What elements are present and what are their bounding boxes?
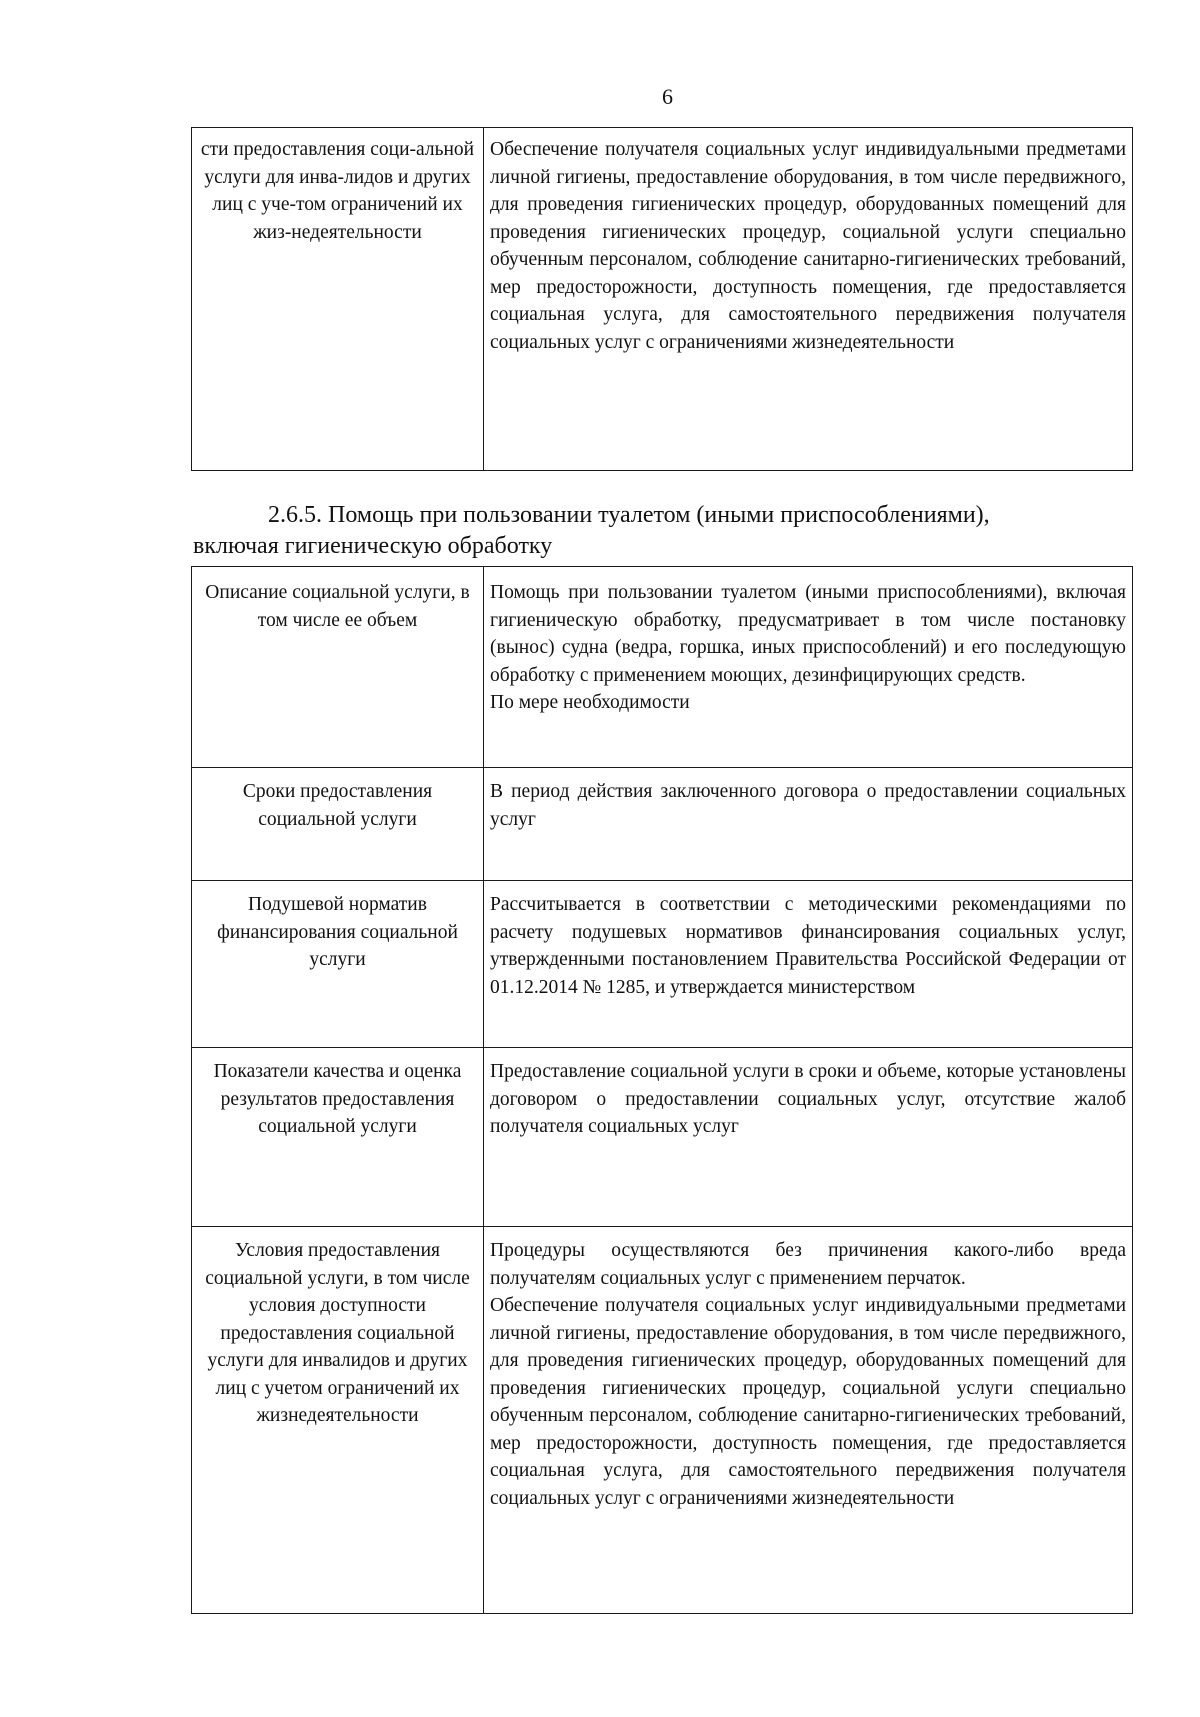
section-heading — [193, 500, 1123, 562]
row-label-conditions-continued: сти предоставления соци-альной услуги для инва-лидов и других лиц с уче-том ограничений их жиз-недеятельности — [192, 128, 484, 471]
section-heading-line1: 2.6.5. Помощь при пользовании туалетом (иными приспособлениями), — [268, 502, 990, 528]
page-number: 6 — [662, 84, 673, 109]
row-label-description: Описание социальной услуги, в том числе ее объем — [192, 567, 484, 768]
conditions-text-gloves: Процедуры осуществляются без причинения какого-либо вреда получателям социальных услуг с применением перчаток. — [490, 1240, 1126, 1289]
description-text: Помощь при пользовании туалетом (иными приспособлениями), включая гигиеническую обработку, предусматривает в том числе постановку (вынос) судна (ведра, горшка, иных приспособлений) и его последующую обработку с применением моющих, дезинфицирующих средств. — [490, 582, 1126, 686]
table-row — [192, 768, 1133, 881]
row-text-conditions — [484, 1227, 1133, 1614]
row-label-norm: Подушевой норматив финансирования социальной услуги — [192, 881, 484, 1048]
description-frequency: По мере необходимости — [490, 692, 690, 713]
section-heading-line2: включая гигиеническую обработку — [193, 533, 553, 559]
row-text-norm: Рассчитывается в соответствии с методическими рекомендациями по расчету подушевых нормативов финансирования социальных услуг, утвержденными постановлением Правительства Российской Федерации от 01.12.2014 № 1285, и утверждается министерством — [484, 881, 1133, 1048]
conditions-text-provision: Обеспечение получателя социальных услуг индивидуальными предметами личной гигиены, предоставление оборудования, в том числе передвижного, для проведения гигиенических процедур, оборудованных помещений для проведения гигиенических процедур, социальной услуги специально обученным персоналом, соблюдение санитарно-гигиенических требований, мер предосторожности, доступность помещения, где предоставляется социальная услуга, для самостоятельного передвижения получателя социальных услуг с ограничениями жизнедеятельности — [490, 1295, 1126, 1509]
table-row — [192, 1048, 1133, 1227]
table-row — [192, 881, 1133, 1048]
row-label-conditions: Условия предоставления социальной услуги, в том числе условия доступности предоставления социальной услуги для инвалидов и других лиц с учетом ограничений их жизнедеятельности — [192, 1227, 484, 1614]
service-table — [191, 566, 1133, 1614]
row-text-description — [484, 567, 1133, 768]
row-text-terms: В период действия заключенного договора о предоставлении социальных услуг — [484, 768, 1133, 881]
row-text-quality: Предоставление социальной услуги в сроки и объеме, которые установлены договором о предоставлении социальных услуг, отсутствие жалоб получателя социальных услуг — [484, 1048, 1133, 1227]
table-row — [192, 567, 1133, 768]
row-label-quality: Показатели качества и оценка результатов предоставления социальной услуги — [192, 1048, 484, 1227]
row-text-conditions-continued: Обеспечение получателя социальных услуг индивидуальными предметами личной гигиены, предоставление оборудования, в том числе передвижного, для проведения гигиенических процедур, оборудованных помещений для проведения гигиенических процедур, социальной услуги специально обученным персоналом, соблюдение санитарно-гигиенических требований, мер предосторожности, доступность помещения, где предоставляется социальная услуга, для самостоятельного передвижения получателя социальных услуг с ограничениями жизнедеятельности — [484, 128, 1133, 471]
table-row — [192, 128, 1133, 471]
table-row — [192, 1227, 1133, 1614]
continued-service-table — [191, 127, 1133, 471]
row-label-terms: Сроки предоставления социальной услуги — [192, 768, 484, 881]
